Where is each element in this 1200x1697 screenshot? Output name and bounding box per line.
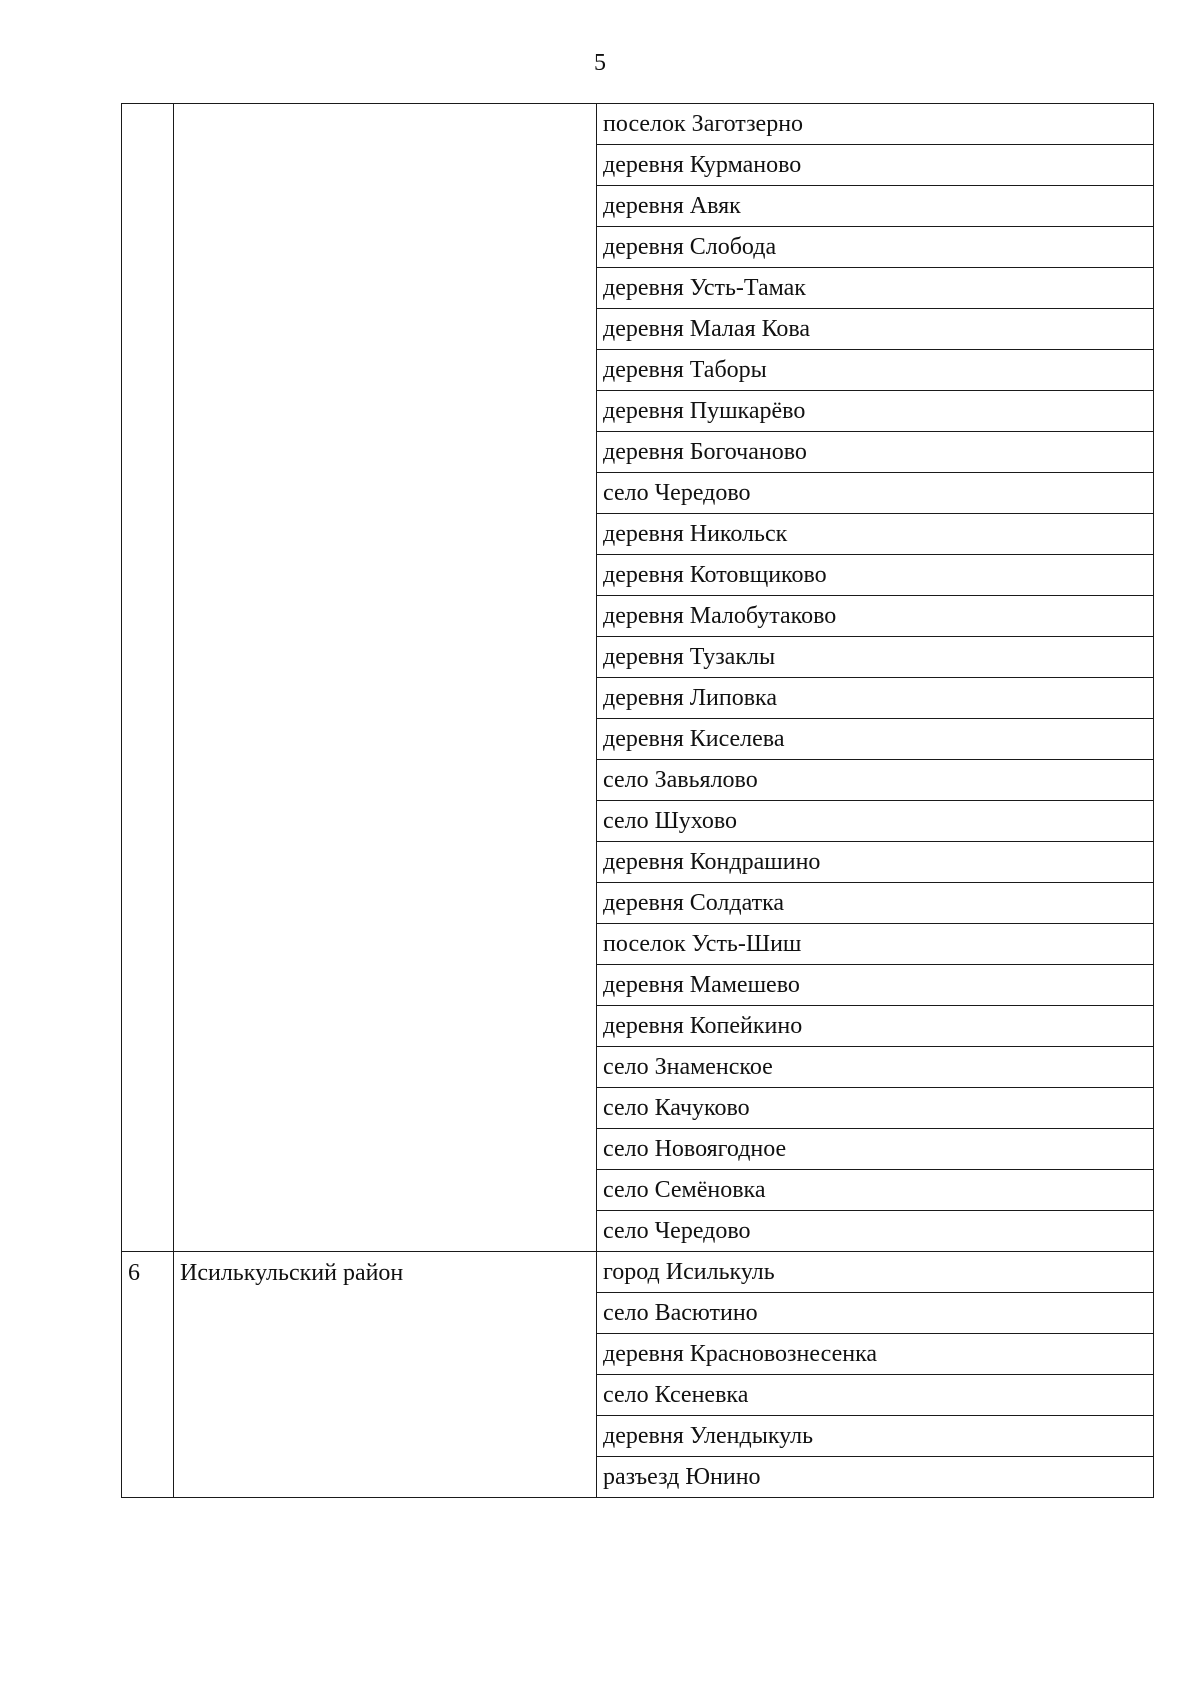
settlement-cell: село Васютино bbox=[597, 1293, 1154, 1334]
settlement-cell: деревня Слобода bbox=[597, 227, 1154, 268]
settlement-cell: село Чередово bbox=[597, 473, 1154, 514]
settlement-cell: деревня Богочаново bbox=[597, 432, 1154, 473]
settlement-cell: село Качуково bbox=[597, 1088, 1154, 1129]
settlement-cell: деревня Копейкино bbox=[597, 1006, 1154, 1047]
table-body bbox=[122, 104, 1154, 1498]
settlement-cell: поселок Усть-Шиш bbox=[597, 924, 1154, 965]
settlement-cell: деревня Малобутаково bbox=[597, 596, 1154, 637]
settlement-cell: деревня Улендыкуль bbox=[597, 1416, 1154, 1457]
settlement-cell: село Завьялово bbox=[597, 760, 1154, 801]
settlement-cell: деревня Липовка bbox=[597, 678, 1154, 719]
district-name-cell bbox=[174, 104, 597, 1252]
settlement-cell: село Ксеневка bbox=[597, 1375, 1154, 1416]
settlement-cell: село Семёновка bbox=[597, 1170, 1154, 1211]
settlement-cell: деревня Кондрашино bbox=[597, 842, 1154, 883]
settlement-cell: разъезд Юнино bbox=[597, 1457, 1154, 1498]
settlement-cell: деревня Курманово bbox=[597, 145, 1154, 186]
district-number-cell bbox=[122, 104, 174, 1252]
settlement-cell: село Знаменское bbox=[597, 1047, 1154, 1088]
settlement-cell: деревня Котовщиково bbox=[597, 555, 1154, 596]
settlement-cell: деревня Мамешево bbox=[597, 965, 1154, 1006]
settlement-cell: деревня Усть-Тамак bbox=[597, 268, 1154, 309]
settlement-cell: деревня Таборы bbox=[597, 350, 1154, 391]
table-row bbox=[122, 1252, 1154, 1293]
settlement-cell: село Шухово bbox=[597, 801, 1154, 842]
settlement-cell: город Исилькуль bbox=[597, 1252, 1154, 1293]
settlement-cell: деревня Авяк bbox=[597, 186, 1154, 227]
settlements-table bbox=[121, 103, 1154, 1498]
settlement-cell: деревня Красновознесенка bbox=[597, 1334, 1154, 1375]
settlement-cell: деревня Тузаклы bbox=[597, 637, 1154, 678]
page-number: 5 bbox=[594, 50, 606, 76]
district-number-cell: 6 bbox=[122, 1252, 174, 1498]
settlement-cell: деревня Пушкарёво bbox=[597, 391, 1154, 432]
settlement-cell: село Чередово bbox=[597, 1211, 1154, 1252]
settlement-cell: село Новоягодное bbox=[597, 1129, 1154, 1170]
settlement-cell: поселок Заготзерно bbox=[597, 104, 1154, 145]
table-row bbox=[122, 104, 1154, 145]
district-name-cell: Исилькульский район bbox=[174, 1252, 597, 1498]
settlement-cell: деревня Киселева bbox=[597, 719, 1154, 760]
settlement-cell: деревня Малая Кова bbox=[597, 309, 1154, 350]
settlement-cell: деревня Солдатка bbox=[597, 883, 1154, 924]
settlement-cell: деревня Никольск bbox=[597, 514, 1154, 555]
